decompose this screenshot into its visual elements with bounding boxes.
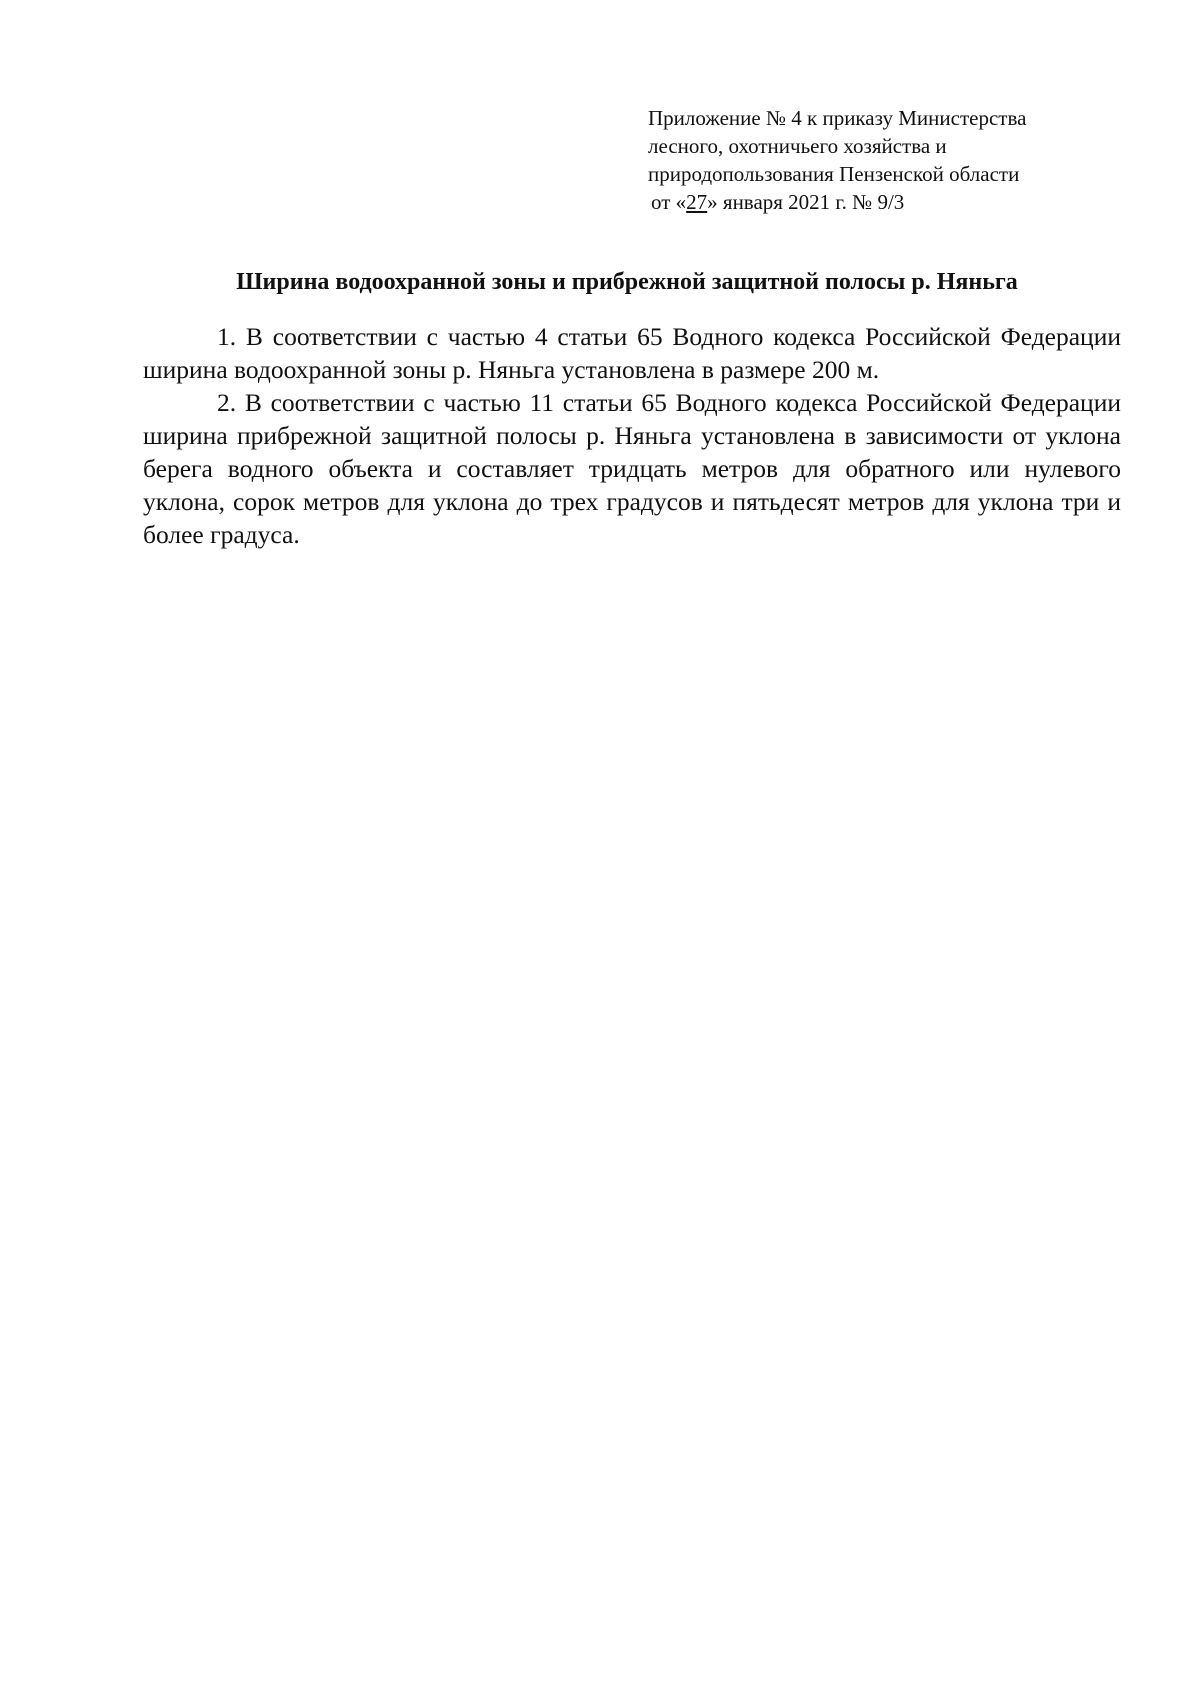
appendix-line-1: Приложение № 4 к приказу Министерства [648,106,1027,130]
appendix-line-2: лесного, охотничьего хозяйства и [648,134,947,158]
paragraph-2: 2. В соответствии с частью 11 статьи 65 Водного кодекса Российской Федерации ширина прибрежной защитной полосы р. Няньга установлена в зависимости от уклона берега водного объекта и составляет тридцать метров для обратного или нулевого уклона, сорок метров для уклона до трех градусов и пятьдесят метров для уклона три и более градуса. [143,388,1121,549]
date-prefix: от « [651,190,687,214]
appendix-line-3: природопользования Пензенской области [648,162,1020,186]
appendix-date-line [648,188,1118,216]
document-body [143,320,1121,551]
date-suffix: » января 2021 г. № 9/3 [707,190,905,214]
paragraph-1: 1. В соответствии с частью 4 статьи 65 Водного кодекса Российской Федерации ширина водоохранной зоны р. Няньга установлена в размере 200 м. [143,322,1121,384]
date-day: 27 [686,190,708,214]
appendix-header [648,104,1118,216]
document-title: Ширина водоохранной зоны и прибрежной защитной полосы р. Няньга [236,269,1018,295]
